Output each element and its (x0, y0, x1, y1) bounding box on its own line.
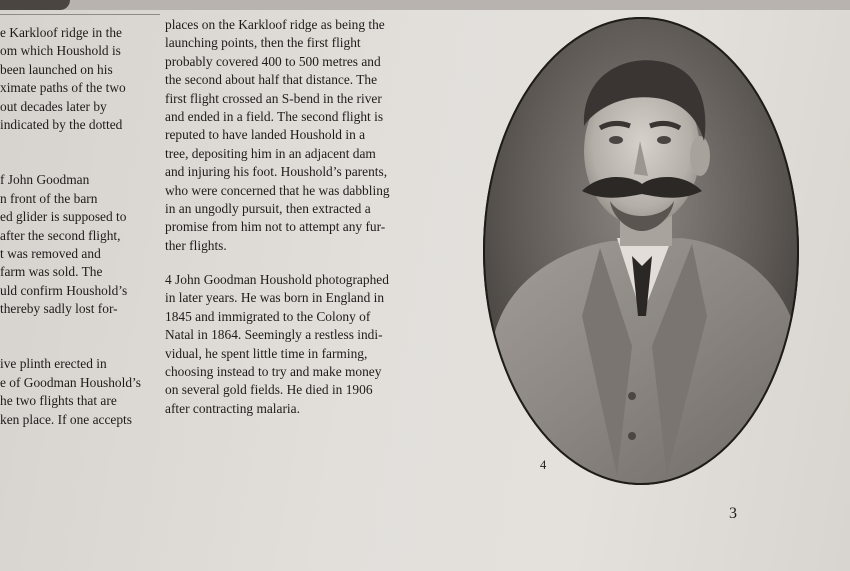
text-line: e Karkloof ridge in the (0, 25, 122, 40)
text-line: the second about half that distance. The (165, 72, 378, 88)
portrait-illustration (482, 16, 800, 486)
text-line: on several gold fields. He died in 1906 (165, 382, 373, 398)
text-line: reputed to have landed Houshold in a (165, 127, 366, 143)
text-line: ximate paths of the two (0, 80, 126, 96)
caption-number: 4 (165, 272, 172, 288)
text-line: ed glider is supposed to (0, 209, 127, 225)
header-rule (0, 14, 160, 15)
text-line: 1845 and immigrated to the Colony of (165, 308, 371, 324)
text-line: out decades later by (0, 98, 107, 114)
text-line: f John Goodman (0, 172, 90, 188)
text-line: om which Houshold is (0, 43, 121, 59)
text-line: ther flights. (165, 237, 227, 253)
text-line: and ended in a field. The second flight is (165, 108, 384, 124)
text-line: t was removed and (0, 245, 101, 261)
middle-paragraph-1 (165, 16, 440, 255)
text-line: promise from him not to attempt any fur- (165, 219, 386, 235)
middle-text-column (165, 16, 440, 418)
text-line: tree, depositing him in an adjacent dam (165, 145, 376, 161)
text-line: ive plinth erected in (0, 356, 107, 372)
text-line: uld confirm Houshold’s (0, 282, 128, 298)
figure-caption (165, 271, 440, 418)
text-line: been launched on his (0, 61, 113, 77)
text-line: and injuring his foot. Houshold’s parents, (165, 164, 388, 180)
text-line: probably covered 400 to 500 metres and (165, 53, 381, 69)
text-line: n front of the barn (0, 190, 98, 206)
text-line: places on the Karkloof ridge as being the (165, 17, 385, 32)
text-line: in later years. He was born in England in (165, 290, 385, 306)
header-ornament (0, 0, 70, 10)
text-line: ken place. If one accepts (0, 411, 132, 427)
text-line: vidual, he spent little time in farming, (165, 345, 368, 361)
portrait-photo (482, 16, 800, 486)
text-line: who were concerned that he was dabbling (165, 182, 390, 198)
text-line: launching points, then the first flight (165, 35, 361, 51)
caption-text: John Goodman Houshold photographed (171, 272, 389, 288)
text-line: indicated by the dotted (0, 116, 123, 132)
text-line: e of Goodman Houshold’s (0, 374, 141, 390)
text-line: first flight crossed an S-bend in the river (165, 90, 382, 106)
page-number: 3 (729, 505, 737, 522)
figure-label: 4 (540, 458, 547, 472)
text-line: choosing instead to try and make money (165, 364, 382, 380)
left-paragraph-2 (0, 171, 150, 318)
text-line: he two flights that are (0, 393, 117, 409)
left-text-column (0, 24, 150, 429)
text-line: Natal in 1864. Seemingly a restless indi- (165, 327, 383, 343)
text-line: after contracting malaria. (165, 400, 300, 416)
left-paragraph-3 (0, 355, 150, 429)
header-band (0, 0, 850, 10)
text-line (165, 271, 440, 289)
text-line: in an ungodly pursuit, then extracted a (165, 200, 371, 216)
left-paragraph-1 (0, 24, 150, 134)
text-line: farm was sold. The (0, 264, 103, 280)
text-line: thereby sadly lost for- (0, 301, 118, 317)
text-line: after the second flight, (0, 227, 121, 243)
